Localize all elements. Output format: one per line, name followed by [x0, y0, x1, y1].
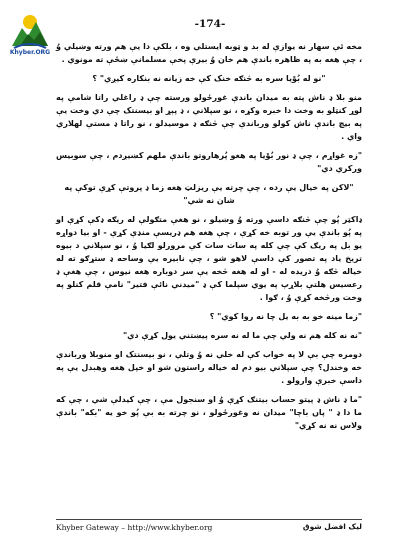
- paragraph-6: ډاکټر پُو چې څنګه داسې ورته وُ وښيلو ، نو هغې متګولې له ريګه ډکې کړې او په پُو باندې يې ور توبه خه کړې ، چې هغه هم ډريسې منډې کړې - او بيا دواړه يو بل په ريګ کې چې کله په سات سات کې مرورلو لګيا وُ ، نو سپلاني د بيوه تريخ ياد په تصور کې داسې لاهو شو ، چې نابيره يې وساحه ډ ستړګو ته له خياله څګه وُ دريده له - او له هغه څخه يې سر دوباره هغه نيوس ، چې هغې ډ رعسيس هلتې بلاړپ په يوي سپلما کې ډ "ميدني نائې فتير" نامې قلم کنلو په وخت ورڅخه کړې وُ ، ګوا .: [56, 215, 362, 302]
- paragraph-10-quote: "ما ډ ناش ډ پيتو حساب بيتنګ کړې وُ او سنجول مې ، چې کيدلې شي ، چې که ما دا ډ " پاں باچا" ميدان نه وغورځولو ، نو چرته به بې پُو خو يه "بکه" باندې ولاس نه نه کړي": [56, 395, 362, 430]
- paragraph-5-quote: "لاکن په خيال يې رده ، چې چرته يې ريزلټ هغه زما ډ پروتې کړې توکې په شان نه شي": [64, 183, 354, 205]
- footer-author: ليک افضل شوق: [302, 522, 362, 531]
- paragraph-8-quote: "نه نه کله هم نه ولي چې ما له نه سره پيښتني يول کړې دي": [122, 331, 362, 340]
- logo-caption: Khyber.ORG: [9, 49, 51, 56]
- footer-source-link[interactable]: Khyber Gateway – http://www.khyber.org: [56, 523, 213, 532]
- paragraph-1: مخه ئې سهار نه يوازې له بد و ټوبه ايستلي وه ، بلکې دا يې هم ورته وښيلي وُ ، چې هغه به په ظاهره باندې هم خان وُ بيرې پخې مسلمانې ښځې ته مونوي .: [56, 42, 362, 64]
- paragraph-4-quote: "زه غواړم ، چې ډ نور بُوْيا په هغو پُرهاروتو باندې ملهم کښيږدم ، چې سوبيس ورکري دي": [56, 151, 362, 173]
- khyber-org-logo: [8, 10, 52, 52]
- paragraph-9: دومره چې بې لا په خواب کې له خلي نه وُ وتلي ، نو بيسنتک او منوبلا ورباندې خه وخندل؟ چې سپلاني بيو دم له خياله راستون شو او خپل هغه وهبدل يې په داسې خبرې وارولو .: [56, 350, 362, 385]
- page-body: [56, 40, 362, 438]
- page-number: -174-: [194, 18, 226, 30]
- paragraph-2-quote: "نو له بُوْيا سره به څنګه خنک کې خه زيانه نه بنکاره کيږي" ؟: [92, 74, 326, 83]
- paragraph-7-quote: "زما مينه خو به به يل چا نه روا کوي" ؟: [209, 312, 362, 321]
- footer-divider: [56, 519, 362, 520]
- paragraph-3: منو بلا ډ ناش پته به ميدان باندې غورځولو ورسته چې ډ راغلي راتا شامې په لوړ کنټلو به وخت دا خبره وکړه ، نو سپلاني ، ډ پېړ او بيسنتک چې دي وخت يې په بيچ باندې ناش کولو ورباندې چې څنګه ډ موسيدلو ، نو راتا ډ مستې لهلاري واي .: [56, 93, 362, 141]
